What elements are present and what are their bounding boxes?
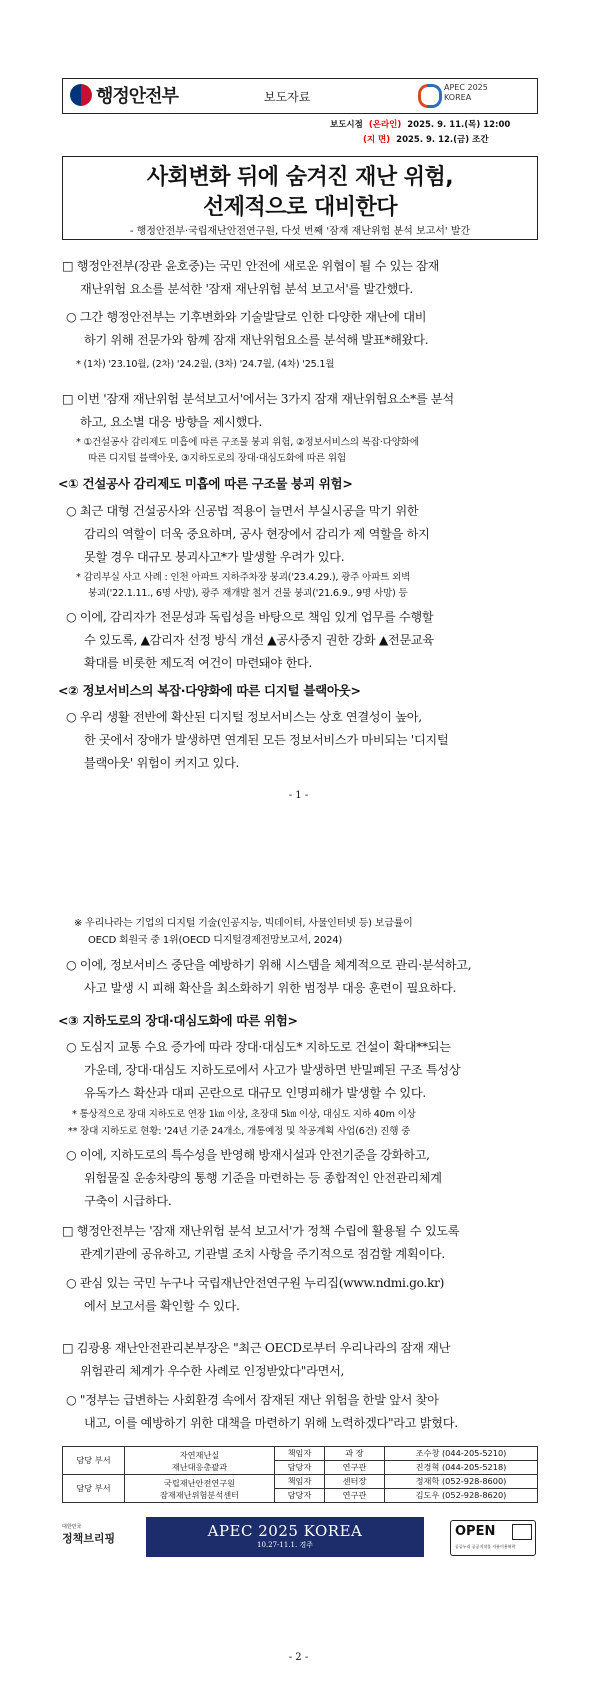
footnote-release-history: * (1차) '23.10월, (2차) '24.2월, (3차) '24.7월, (4차) '25.1월 <box>76 359 335 370</box>
title-cell: 연구관 <box>325 1461 385 1475</box>
release-timing <box>330 118 510 148</box>
text-line: * 감리부실 사고 사례 : 인천 아파트 지하주차장 붕괴('23.4.29.), 광주 아파트 외벽 <box>76 572 411 583</box>
text-line: 한 곳에서 장애가 발생하면 연계된 모든 정보서비스가 마비되는 '디지털 <box>84 733 449 747</box>
paper-tag: (지 면) <box>363 135 391 145</box>
page-number-1: - 1 - <box>288 790 309 801</box>
note-digital-adoption <box>74 915 413 949</box>
text-line: 확대를 비롯한 제도적 여건이 마련돼야 한다. <box>84 656 312 670</box>
section-heading-3: <③ 지하도로의 장대·대심도화에 따른 위험> <box>58 1013 298 1028</box>
text-line: ○ "정부는 급변하는 사회환경 속에서 잠재된 재난 위험을 한발 앞서 찾아 <box>66 1393 439 1407</box>
open-logo-text: OPEN <box>455 1524 496 1539</box>
role-cell: 책임자 <box>275 1447 325 1461</box>
text-line: 구축이 시급하다. <box>84 1194 172 1208</box>
text-line: 유독가스 확산과 대피 곤란으로 대규모 인명피해가 발생할 수 있다. <box>84 1086 426 1100</box>
online-tag: (온라인) <box>368 120 402 130</box>
title-cell: 연구관 <box>325 1489 385 1503</box>
text-line: ○ 이에, 감리자가 전문성과 독립성을 바탕으로 책임 있게 업무를 수행할 <box>66 610 434 624</box>
paragraph-supervision-measures <box>66 606 434 675</box>
role-cell: 담당자 <box>275 1461 325 1475</box>
apec-banner-title: APEC 2025 KOREA <box>207 1522 363 1540</box>
text-line: 못할 경우 대규모 붕괴사고*가 발생할 우려가 있다. <box>84 550 345 564</box>
paper-date: 2025. 9. 12.(금) 조간 <box>396 135 489 145</box>
open-logo-subtext: 공공누리 공공저작물 자유이용허락 <box>455 1544 516 1549</box>
ministry-logo <box>70 82 178 108</box>
text-line: 내고, 이를 예방하기 위한 대책을 마련하기 위해 노력하겠다"라고 밝혔다. <box>84 1416 458 1430</box>
section-heading-2: <② 정보서비스의 복잡·다양화에 따른 디지털 블랙아웃> <box>58 683 361 698</box>
text-line: 관계기관에 공유하고, 기관별 조치 사항을 주기적으로 점검할 계획이다. <box>80 1247 445 1261</box>
text-line: □ 행정안전부는 '잠재 재난위험 분석 보고서'가 정책 수립에 활용될 수 있도록 <box>62 1224 460 1238</box>
title-cell: 과 장 <box>325 1447 385 1461</box>
text-line: ○ 우리 생활 전반에 확산된 디지털 정보서비스는 상호 연결성이 높아, <box>66 710 422 724</box>
paragraph-digital-measures <box>66 954 471 1000</box>
text-line: ○ 도심지 교통 수요 증가에 따라 장대·대심도* 지하도로 건설이 확대**되는 <box>66 1040 451 1054</box>
text-line: 위험물질 운송차량의 통행 기준을 마련하는 등 종합적인 안전관리체계 <box>84 1171 442 1185</box>
person-cell: 정재학 (052-928-8600) <box>385 1475 538 1489</box>
person-cell: 조수창 (044-205-5210) <box>385 1447 538 1461</box>
text-line: 위험관리 체계가 우수한 사례로 인정받았다"라면서, <box>80 1364 345 1378</box>
footnote-road-definition: * 통상적으로 장대 지하도로 연장 1㎞ 이상, 초장대 5㎞ 이상, 대심도 지하 40m 이상 <box>72 1109 416 1120</box>
apec-mark-icon <box>418 82 440 104</box>
apec-logo-line2: KOREA <box>444 93 472 102</box>
subtitle: - 행정안전부·국립재난안전연구원, 다섯 번째 '잠재 재난위험 분석 보고서' 발간 <box>129 226 471 237</box>
paragraph-road-measures <box>66 1144 442 1213</box>
paragraph-quote-intro <box>62 1337 450 1383</box>
text-line: ○ 이에, 정보서비스 중단을 예방하기 위해 시스템을 체계적으로 관리·분석하고, <box>66 958 472 972</box>
text-line: □ 김광용 재난안전관리본부장은 "최근 OECD로부터 우리나라의 잠재 재난 <box>62 1341 451 1355</box>
dept-cell <box>125 1447 275 1475</box>
release-label: 보도시점 <box>330 120 363 130</box>
contact-table <box>62 1446 538 1503</box>
text-line: ※ 우리나라는 기업의 디지털 기술(인공지능, 빅데이터, 사물인터넷 등) 보급률이 <box>74 918 413 929</box>
paragraph-background <box>66 306 428 352</box>
title-line1: 사회변화 뒤에 숨겨진 재난 위험, <box>146 165 454 190</box>
press-release-label: 보도자료 <box>264 90 311 104</box>
page-number-2: - 2 - <box>288 1652 309 1663</box>
text-line: ○ 최근 대형 건설공사와 신공법 적용이 늘면서 부실시공을 막기 위한 <box>66 504 419 518</box>
dept-label: 담당 부서 <box>63 1447 125 1475</box>
text-line: 하기 위해 전문가와 함께 잠재 재난위험요소를 분석해 발표*해왔다. <box>84 333 429 347</box>
paragraph-report-access <box>66 1272 444 1318</box>
apec-logo-line1: APEC 2025 <box>444 83 488 92</box>
text-line: OECD 회원국 중 1위(OECD 디지털경제전망보고서, 2024) <box>88 935 343 946</box>
text-line: □ 이번 '잠재 재난위험 분석보고서'에서는 3가지 잠재 재난위험요소*를 분석 <box>62 392 454 406</box>
text-line: 붕괴('22.1.11., 6명 사망), 광주 재개발 철거 건물 붕괴('21.6.9., 9명 사망) 등 <box>88 588 408 599</box>
policy-logo-small: 대한민국 <box>62 1524 82 1530</box>
paragraph-underground-roads <box>66 1036 460 1105</box>
section-heading-1: <① 건설공사 감리제도 미흡에 따른 구조물 붕괴 위험> <box>58 476 353 491</box>
role-cell: 담당자 <box>275 1489 325 1503</box>
apec-banner <box>146 1517 424 1557</box>
text-line: □ 행정안전부(장관 윤호중)는 국민 안전에 새로운 위협이 될 수 있는 잠재 <box>62 259 440 273</box>
text-line: * ①건설공사 감리제도 미흡에 따른 구조물 붕괴 위험, ②정보서비스의 복잡·다양화에 <box>76 437 419 448</box>
text-line: 수 있도록, ▲감리자 선정 방식 개선 ▲공사중지 권한 강화 ▲전문교육 <box>84 633 434 647</box>
policy-briefing-logo <box>62 1523 115 1546</box>
text-line: 사고 발생 시 피해 확산을 최소화하기 위한 범정부 대응 훈련이 필요하다. <box>84 981 457 995</box>
text-line: 블랙아웃' 위험이 커지고 있다. <box>84 756 240 770</box>
ministry-name: 행정안전부 <box>96 86 178 107</box>
dept-name: 자연재난실 <box>179 1449 220 1460</box>
policy-logo-text: 정책브리핑 <box>62 1532 116 1545</box>
dept-label: 담당 부서 <box>63 1475 125 1503</box>
paragraph-report-scope <box>62 388 454 434</box>
text-line: 감리의 역할이 더욱 중요하며, 공사 현장에서 감리가 제 역할을 하지 <box>84 527 430 541</box>
title-cell: 센터장 <box>325 1475 385 1489</box>
paragraph-supervision <box>66 500 430 569</box>
text-line: 재난위험 요소를 분석한 '잠재 재난위험 분석 보고서'를 발간했다. <box>80 282 413 296</box>
dept-cell <box>125 1475 275 1503</box>
text-line: ○ 관심 있는 국민 누구나 국립재난안전연구원 누리집(www.ndmi.go.kr) <box>66 1276 445 1290</box>
person-cell: 김도우 (052-928-8620) <box>385 1489 538 1503</box>
dept-name: 잠재재난위험분석센터 <box>159 1489 240 1500</box>
footnote-risk-factors <box>76 435 419 467</box>
dept-name: 재난대응총괄과 <box>171 1461 228 1472</box>
apec-logo <box>418 82 488 104</box>
apec-banner-dates: 10.27-11.1. 경주 <box>257 1541 313 1549</box>
kogl-license-icon <box>512 1524 532 1540</box>
paragraph-digital-blackout <box>66 706 448 775</box>
text-line: ○ 그간 행정안전부는 기후변화와 기술발달로 인한 다양한 재난에 대비 <box>66 310 427 324</box>
role-cell: 책임자 <box>275 1475 325 1489</box>
text-line: 따른 디지털 블랙아웃, ③지하도로의 장대·대심도화에 따른 위험 <box>88 453 346 464</box>
person-cell: 진경혁 (044-205-5218) <box>385 1461 538 1475</box>
text-line: ○ 이에, 지하도로의 특수성을 반영해 방재시설과 안전기준을 강화하고, <box>66 1148 430 1162</box>
text-line: 하고, 요소별 대응 방향을 제시했다. <box>80 415 263 429</box>
paragraph-intro <box>62 255 439 301</box>
footnote-road-status: ** 장대 지하도로 현황: '24년 기준 24개소, 개통예정 및 착공계획 사업(6건) 진행 중 <box>68 1126 411 1137</box>
text-line: 에서 보고서를 확인할 수 있다. <box>84 1299 240 1313</box>
paragraph-sharing-plan <box>62 1220 459 1266</box>
footnote-accident-cases <box>76 570 410 602</box>
online-date: 2025. 9. 11.(목) 12:00 <box>407 120 511 130</box>
title-line2: 선제적으로 대비한다 <box>203 195 397 220</box>
paragraph-quote <box>66 1389 458 1435</box>
dept-name: 국립재난안전연구원 <box>163 1477 236 1488</box>
taegeuk-emblem-icon <box>70 84 92 106</box>
text-line: 가운데, 장대·대심도 지하도로에서 사고가 발생하면 반밀폐된 구조 특성상 <box>84 1063 461 1077</box>
